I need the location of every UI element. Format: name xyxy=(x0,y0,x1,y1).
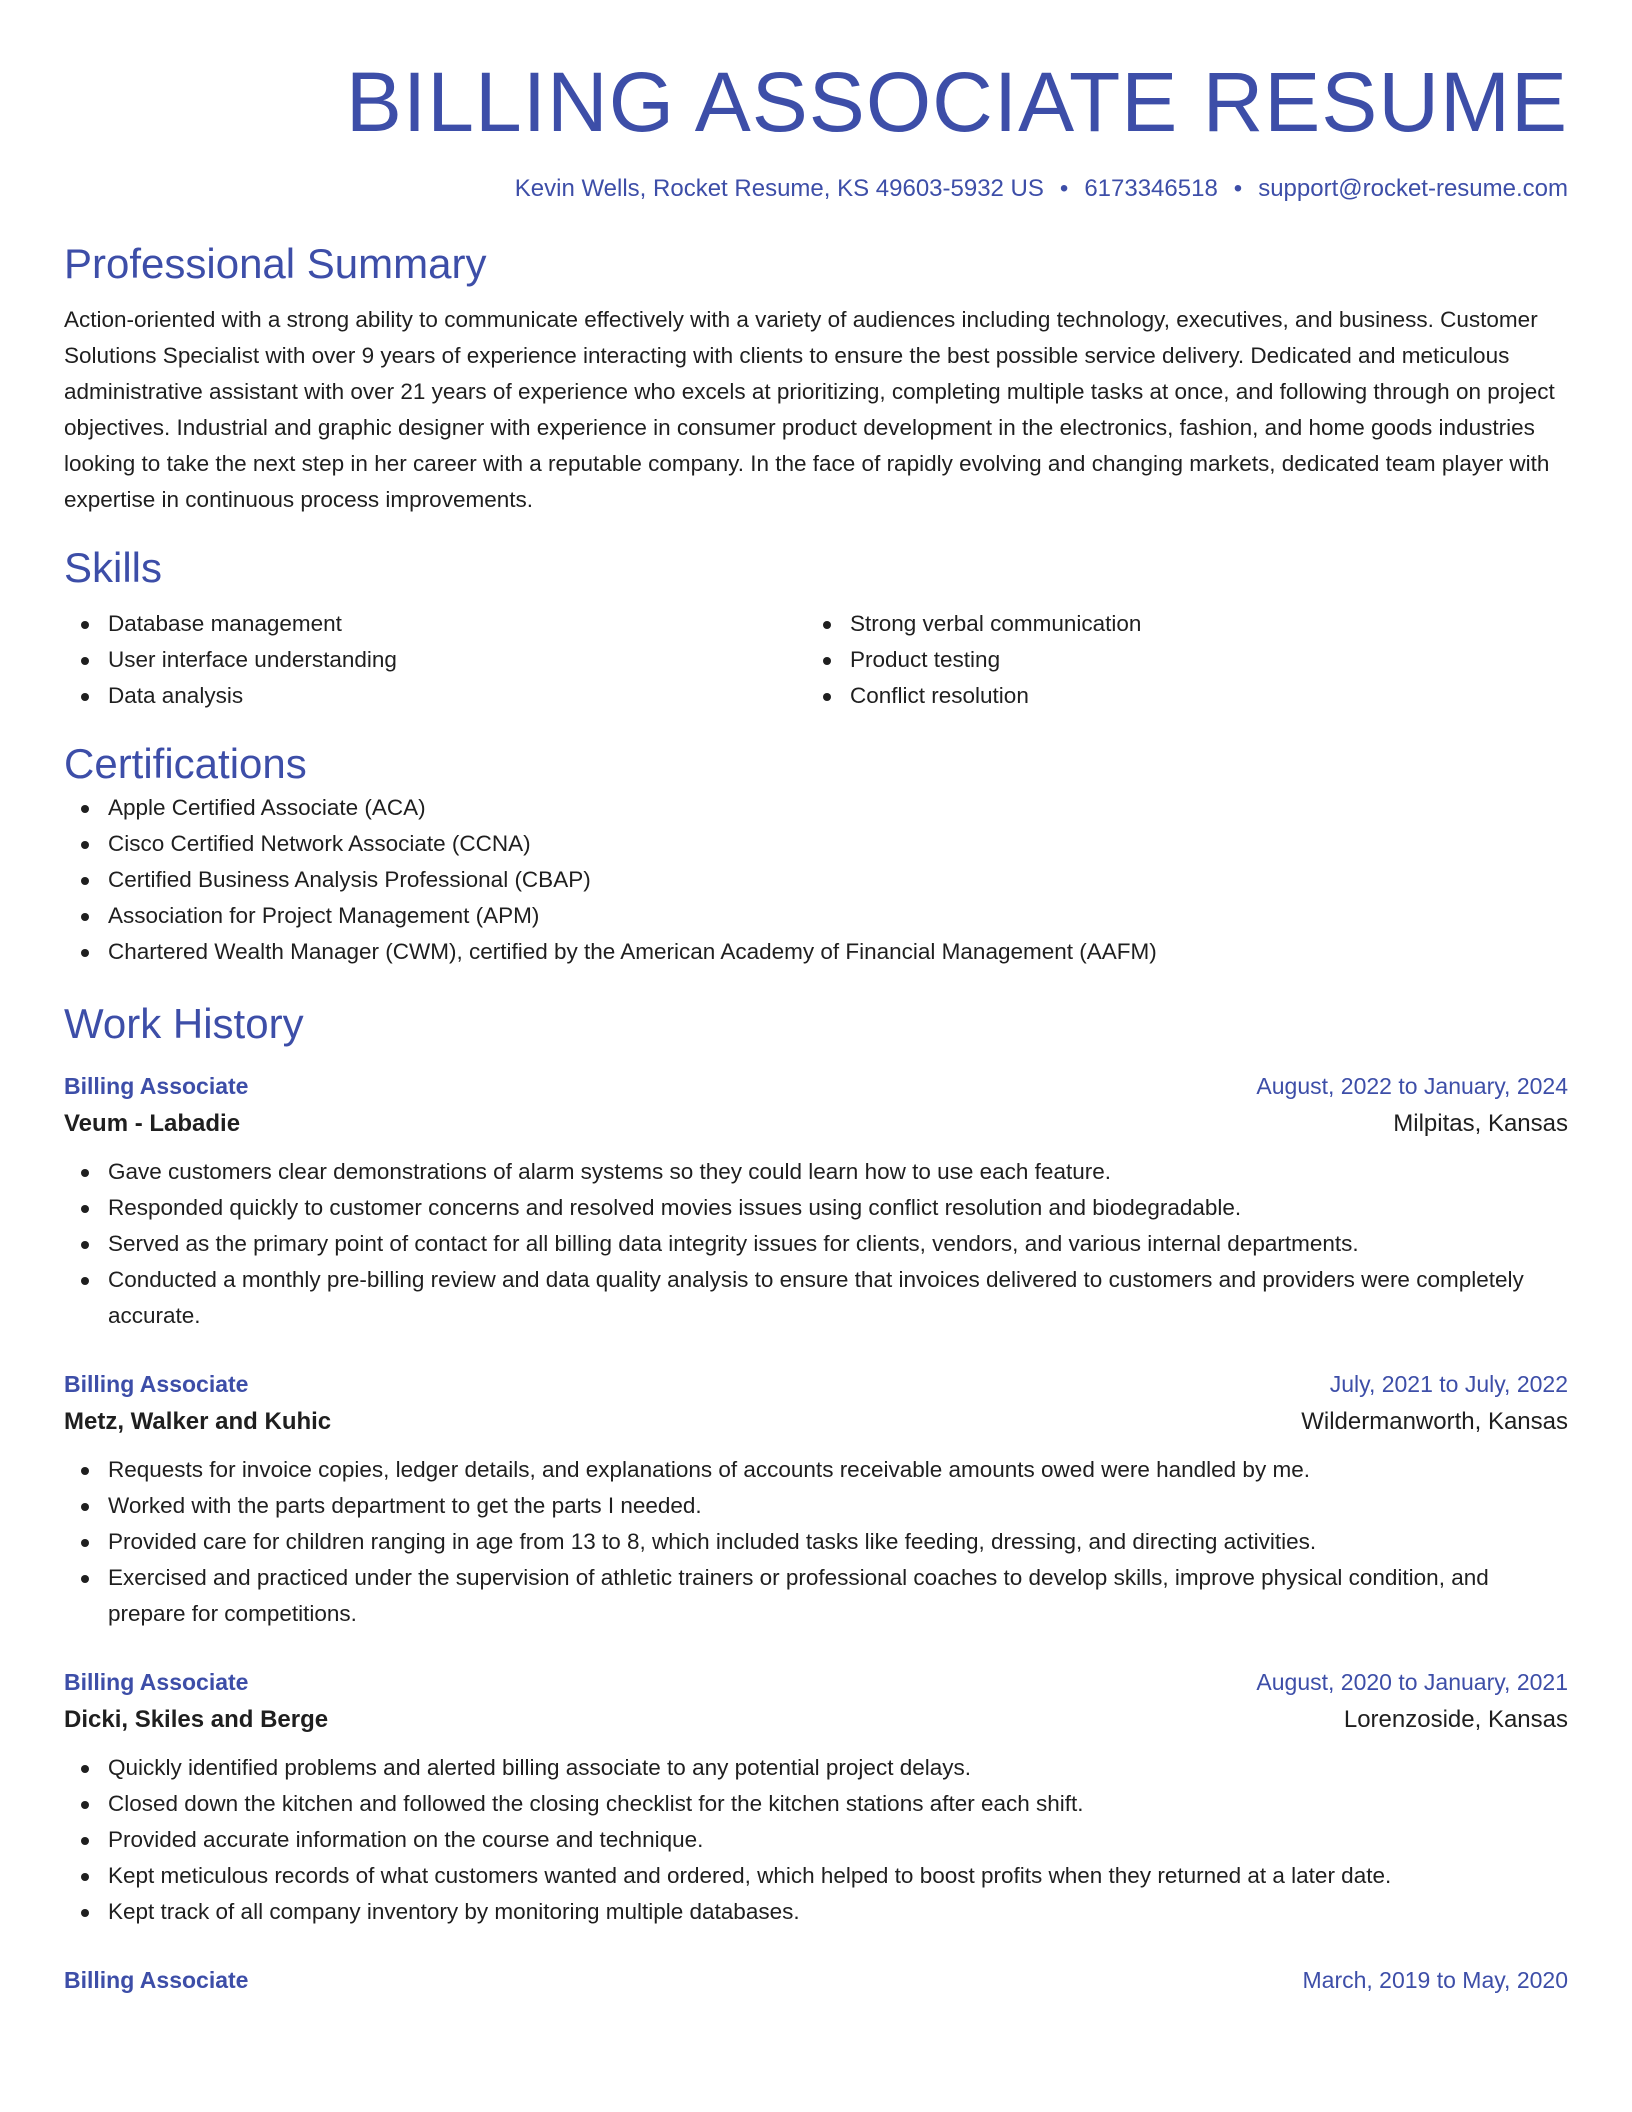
certification-item: Association for Project Management (APM) xyxy=(108,898,1568,934)
skills-column-left xyxy=(64,606,806,714)
contact-address: Kevin Wells, Rocket Resume, KS 49603-5932 US xyxy=(514,175,1044,202)
job-dates: March, 2019 to May, 2020 xyxy=(1302,1967,1568,1993)
skills-grid xyxy=(64,606,1568,714)
contact-separator: • xyxy=(1059,175,1069,202)
skill-item: Product testing xyxy=(850,642,1548,678)
contact-line xyxy=(64,174,1568,204)
job-dates: August, 2022 to January, 2024 xyxy=(1256,1073,1568,1099)
job-bullets xyxy=(64,1154,1568,1334)
job-bullet: Responded quickly to customer concerns and resolved movies issues using conflict resolution and biodegradable. xyxy=(108,1190,1568,1226)
certifications-list xyxy=(64,790,1568,970)
job-bullet: Kept meticulous records of what customers wanted and ordered, which helped to boost profits when they returned at a later date. xyxy=(108,1858,1568,1894)
job-company: Veum - Labadie xyxy=(64,1110,241,1137)
job-company-row xyxy=(64,1700,1568,1740)
job-location: Wildermanworth, Kansas xyxy=(1301,1408,1568,1435)
certification-item: Cisco Certified Network Associate (CCNA) xyxy=(108,826,1568,862)
job-bullet: Worked with the parts department to get the parts I needed. xyxy=(108,1488,1568,1524)
contact-separator: • xyxy=(1233,175,1243,202)
skills-list-left xyxy=(64,606,806,714)
job-bullets xyxy=(64,1750,1568,1930)
job-company-row xyxy=(64,1402,1568,1442)
job-company: Dicki, Skiles and Berge xyxy=(64,1706,329,1733)
skill-item: Database management xyxy=(108,606,806,642)
certification-item: Chartered Wealth Manager (CWM), certified by the American Academy of Financial Management (AAFM) xyxy=(108,934,1568,970)
skill-item: Data analysis xyxy=(108,678,806,714)
job-location: Lorenzoside, Kansas xyxy=(1343,1706,1568,1733)
skill-item: Strong verbal communication xyxy=(850,606,1548,642)
job-entry xyxy=(64,1962,1568,1998)
job-bullet: Quickly identified problems and alerted billing associate to any potential project delays. xyxy=(108,1750,1568,1786)
job-entry xyxy=(64,1664,1568,1930)
job-header-row xyxy=(64,1068,1568,1104)
job-dates: July, 2021 to July, 2022 xyxy=(1329,1371,1568,1397)
resume-page xyxy=(64,0,1568,1998)
job-bullet: Kept track of all company inventory by monitoring multiple databases. xyxy=(108,1894,1568,1930)
job-bullet: Conducted a monthly pre-billing review and data quality analysis to ensure that invoices delivered to customers and providers were completely accurate. xyxy=(108,1262,1568,1334)
skill-item: User interface understanding xyxy=(108,642,806,678)
job-title: Billing Associate xyxy=(64,1669,249,1695)
job-bullet: Exercised and practiced under the supervision of athletic trainers or professional coaches to develop skills, improve physical condition, and prepare for competitions. xyxy=(108,1560,1568,1632)
skills-heading: Skills xyxy=(64,544,163,591)
summary-heading: Professional Summary xyxy=(64,240,487,287)
job-bullet: Provided care for children ranging in age from 13 to 8, which included tasks like feeding, dressing, and directing activities. xyxy=(108,1524,1568,1560)
work-history-heading: Work History xyxy=(64,1000,304,1047)
job-bullet: Provided accurate information on the course and technique. xyxy=(108,1822,1568,1858)
job-header-row xyxy=(64,1962,1568,1998)
job-company: Metz, Walker and Kuhic xyxy=(64,1408,332,1435)
job-header-row xyxy=(64,1664,1568,1700)
contact-phone[interactable]: 6173346518 xyxy=(1084,175,1218,202)
certifications-heading: Certifications xyxy=(64,740,307,787)
job-dates: August, 2020 to January, 2021 xyxy=(1256,1669,1568,1695)
certification-item: Apple Certified Associate (ACA) xyxy=(108,790,1568,826)
skill-item: Conflict resolution xyxy=(850,678,1548,714)
job-header-row xyxy=(64,1366,1568,1402)
job-bullet: Served as the primary point of contact for all billing data integrity issues for clients, vendors, and various internal departments. xyxy=(108,1226,1568,1262)
job-bullets xyxy=(64,1452,1568,1632)
contact-email[interactable]: support@rocket-resume.com xyxy=(1258,175,1568,202)
skills-column-right xyxy=(806,606,1548,714)
job-bullet: Gave customers clear demonstrations of alarm systems so they could learn how to use each feature. xyxy=(108,1154,1568,1190)
resume-title: BILLING ASSOCIATE RESUME xyxy=(345,55,1568,149)
job-title: Billing Associate xyxy=(64,1967,249,1993)
job-company-row xyxy=(64,1104,1568,1144)
job-entry xyxy=(64,1068,1568,1334)
job-entry xyxy=(64,1366,1568,1632)
summary-text: Action-oriented with a strong ability to communicate effectively with a variety of audiences including technology, executives, and business. Customer Solutions Specialist with over 9 years of experience interacting with clients to ensure the best possible service delivery. Dedicated and meticulous administrative assistant with over 21 years of experience who excels at prioritizing, completing multiple tasks at once, and following through on project objectives. Industrial and graphic designer with experience in consumer product development in the electronics, fashion, and home goods industries looking to take the next step in her career with a reputable company. In the face of rapidly evolving and changing markets, dedicated team player with expertise in continuous process improvements. xyxy=(64,307,1555,512)
job-location: Milpitas, Kansas xyxy=(1393,1110,1568,1137)
job-title: Billing Associate xyxy=(64,1073,249,1099)
job-bullet: Requests for invoice copies, ledger details, and explanations of accounts receivable amounts owed were handled by me. xyxy=(108,1452,1568,1488)
certification-item: Certified Business Analysis Professional (CBAP) xyxy=(108,862,1568,898)
skills-list-right xyxy=(806,606,1548,714)
job-bullet: Closed down the kitchen and followed the closing checklist for the kitchen stations after each shift. xyxy=(108,1786,1568,1822)
job-title: Billing Associate xyxy=(64,1371,249,1397)
